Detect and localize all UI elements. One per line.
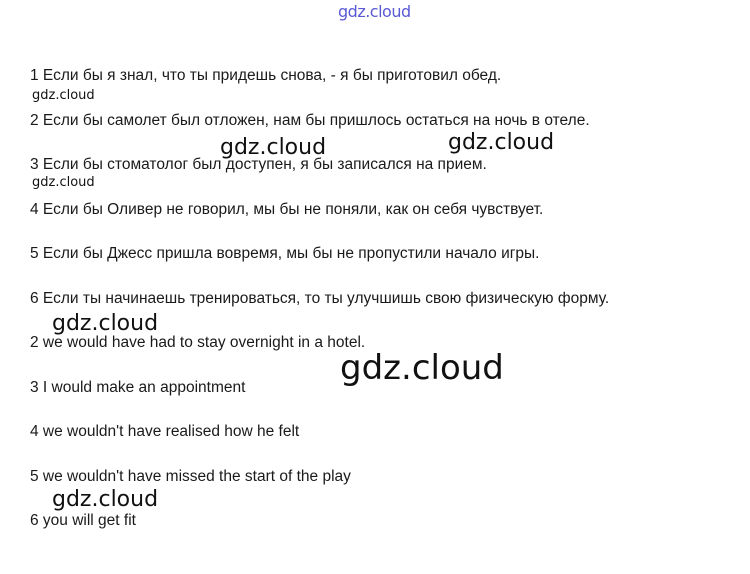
watermark-small-2: gdz.cloud <box>32 175 95 190</box>
english-line-5: 5 we wouldn't have missed the start of the play <box>30 468 351 485</box>
russian-line-5: 5 Если бы Джесс пришла вовремя, мы бы не пропустили начало игры. <box>30 245 540 262</box>
watermark-medium-1: gdz.cloud <box>220 135 327 160</box>
watermark-large: gdz.cloud <box>340 348 504 388</box>
russian-line-3: 3 Если бы стоматолог был доступен, я бы записался на прием. <box>30 156 487 173</box>
english-line-6: 6 you will get fit <box>30 512 136 529</box>
watermark-small-1: gdz.cloud <box>32 88 95 103</box>
russian-line-1: 1 Если бы я знал, что ты придешь снова, - я бы приготовил обед. <box>30 67 502 84</box>
watermark-medium-4: gdz.cloud <box>52 487 159 512</box>
watermark-medium-2: gdz.cloud <box>448 130 555 155</box>
russian-line-4: 4 Если бы Оливер не говорил, мы бы не поняли, как он себя чувствует. <box>30 201 544 218</box>
english-line-3: 3 I would make an appointment <box>30 379 246 396</box>
watermark-medium-3: gdz.cloud <box>52 311 159 336</box>
header-watermark: gdz.cloud <box>338 2 411 21</box>
english-line-2: 2 we would have had to stay overnight in a hotel. <box>30 334 366 351</box>
english-line-4: 4 we wouldn't have realised how he felt <box>30 423 300 440</box>
russian-line-6: 6 Если ты начинаешь тренироваться, то ты улучшишь свою физическую форму. <box>30 290 610 307</box>
russian-line-2: 2 Если бы самолет был отложен, нам бы пришлось остаться на ночь в отеле. <box>30 112 590 129</box>
